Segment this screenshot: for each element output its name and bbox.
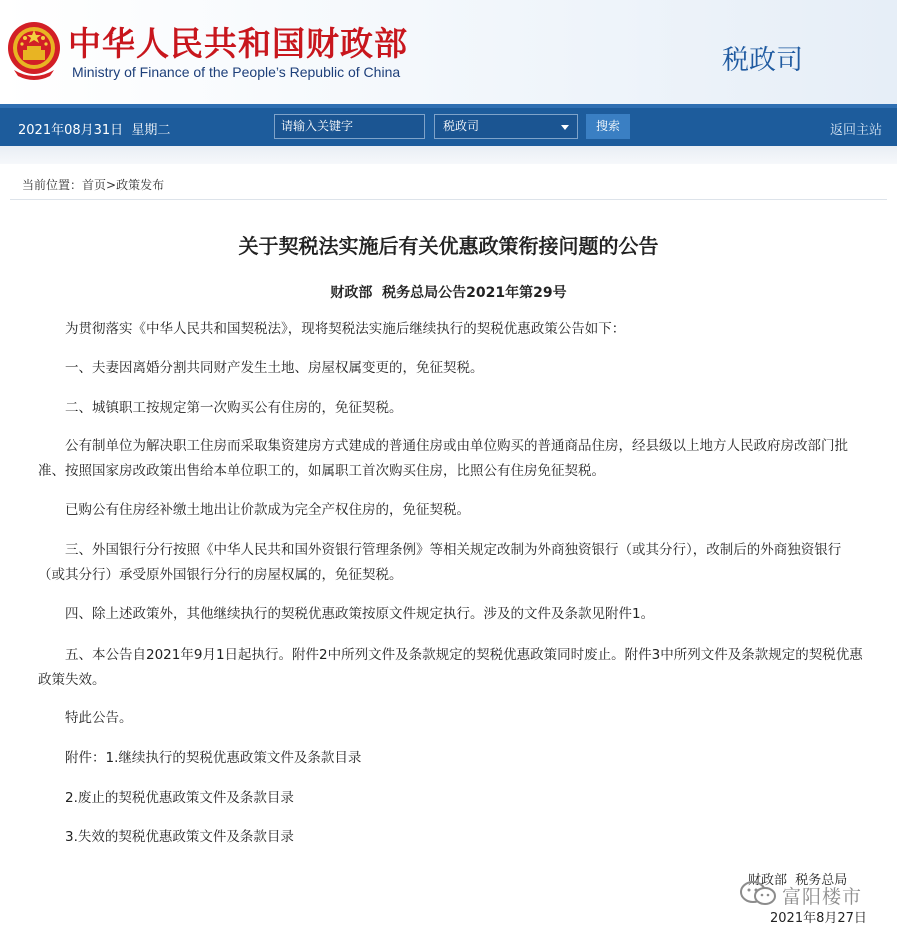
department-name: 税政司 — [722, 45, 803, 76]
breadcrumb — [10, 170, 887, 200]
site-title-cn: 中华人民共和国财政部 — [68, 24, 408, 63]
watermark-text: 富阳楼市 — [782, 886, 863, 908]
attachment-item: 3.失效的契税优惠政策文件及条款目录 — [65, 829, 294, 845]
article-paragraph: 公有制单位为解决职工住房而采取集资建房方式建成的普通住房或由单位购买的普通商品住房，经县级以上地方人民政府房改部门批准、按照国家房改政策出售给本单位职工的，如属职工首次购买住房，比照公有住房免征契税。 — [38, 438, 848, 479]
breadcrumb-separator: > — [106, 178, 117, 192]
department-select-value: 税政司 — [443, 119, 480, 133]
nav-bar — [0, 108, 897, 146]
breadcrumb-home[interactable]: 首页 — [82, 178, 107, 192]
article-paragraph: 四、除上述政策外，其他继续执行的契税优惠政策按原文件规定执行。涉及的文件及条款见附件1。 — [65, 606, 655, 622]
article-paragraph: 已购公有住房经补缴土地出让价款成为完全产权住房的，免征契税。 — [65, 502, 470, 518]
breadcrumb-current[interactable]: 政策发布 — [116, 178, 165, 192]
wechat-icon — [738, 879, 780, 909]
article-paragraph: 五、本公告自2021年9月1日起执行。附件2中所列文件及条款规定的契税优惠政策同时废止。附件3中所列文件及条款规定的契税优惠政策失效。 — [38, 647, 863, 688]
search-button[interactable]: 搜索 — [586, 114, 630, 139]
signature: 财政部 税务总局 — [748, 873, 848, 888]
current-date: 2021年08月31日 星期二 — [18, 123, 171, 138]
article-paragraph: 三、外国银行分行按照《中华人民共和国外资银行管理条例》等相关规定改制为外商独资银行（或其分行），改制后的外商独资银行（或其分行）承受原外国银行分行的房屋权属的，免征契税。 — [38, 542, 842, 583]
article-paragraph: 为贯彻落实《中华人民共和国契税法》，现将契税法实施后继续执行的契税优惠政策公告如下： — [65, 321, 626, 337]
article-title: 关于契税法实施后有关优惠政策衔接问题的公告 — [238, 234, 659, 258]
breadcrumb-band — [0, 146, 897, 164]
article-paragraph: 特此公告。 — [65, 710, 133, 726]
site-title-en: Ministry of Finance of the People’s Republic of China — [72, 64, 401, 80]
attachment-item: 2.废止的契税优惠政策文件及条款目录 — [65, 790, 294, 806]
site-header — [0, 0, 897, 108]
attachment-item: 附件：1.继续执行的契税优惠政策文件及条款目录 — [65, 750, 362, 766]
article-paragraph: 一、夫妻因离婚分割共同财产发生土地、房屋权属变更的，免征契税。 — [65, 360, 484, 376]
chevron-down-icon — [561, 125, 569, 130]
breadcrumb-label: 当前位置： — [22, 178, 83, 192]
article-subtitle: 财政部 税务总局公告2021年第29号 — [330, 285, 567, 301]
department-select[interactable] — [434, 114, 578, 139]
back-home-link[interactable]: 返回主站 — [830, 123, 883, 138]
sign-date: 2021年8月27日 — [770, 911, 867, 926]
article-paragraph: 二、城镇职工按规定第一次购买公有住房的，免征契税。 — [65, 400, 403, 416]
search-input[interactable]: 请输入关键字 — [274, 114, 425, 139]
national-emblem-icon — [6, 20, 62, 82]
